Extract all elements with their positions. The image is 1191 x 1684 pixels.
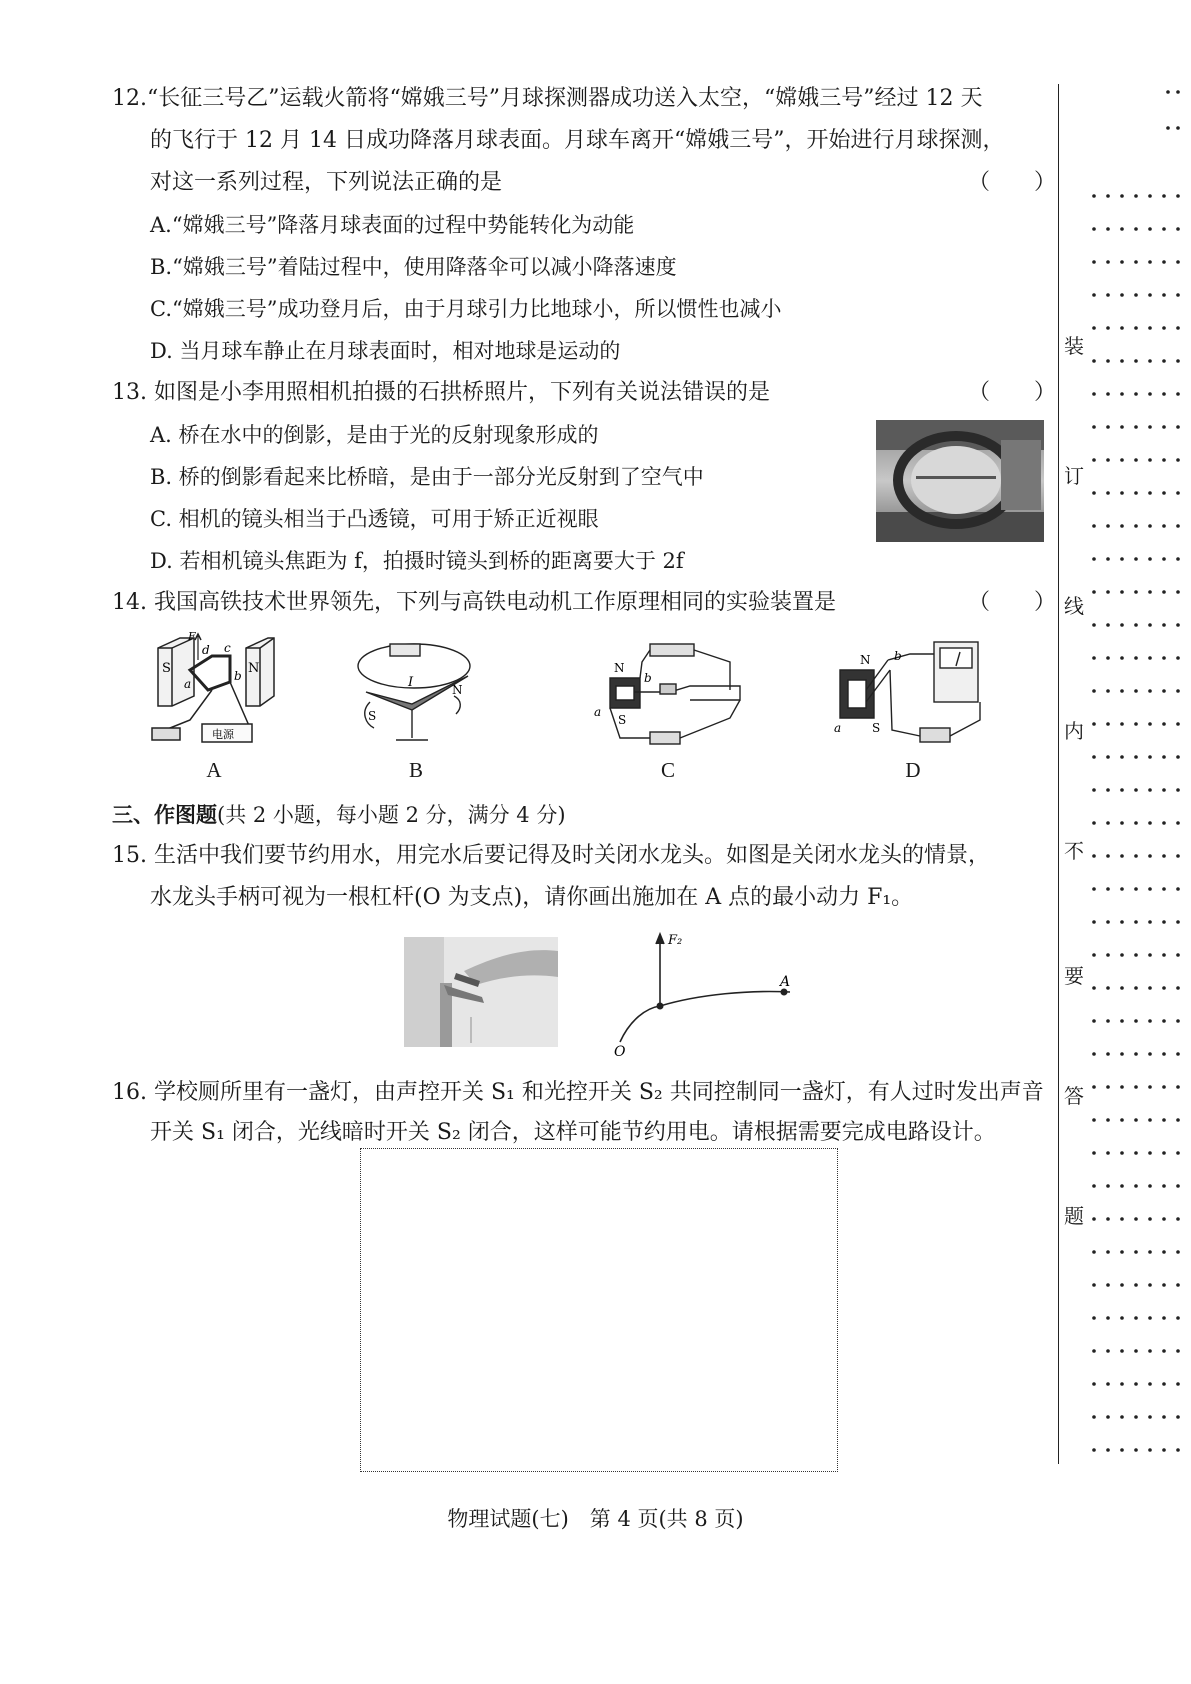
fig-d-n: N xyxy=(860,653,871,667)
figure-a-caption: A xyxy=(206,758,222,782)
q12-option-a: A.“嫦娥三号”降落月球表面的过程中势能转化为动能 xyxy=(150,213,635,237)
margin-char-1: 装 xyxy=(1064,334,1084,358)
q12-option-d: D. 当月球车静止在月球表面时，相对地球是运动的 xyxy=(150,339,621,363)
margin-char-6: 要 xyxy=(1064,964,1084,988)
fig-d-a: a xyxy=(834,721,842,735)
q12-option-c: C.“嫦娥三号”成功登月后，由于月球引力比地球小，所以惯性也减小 xyxy=(150,297,782,321)
q13-option-c: C. 相机的镜头相当于凸透镜，可用于矫正近视眼 xyxy=(150,507,599,531)
lever-f2-label: F₂ xyxy=(668,933,683,948)
fig-c-s: S xyxy=(618,713,627,727)
margin-char-4: 内 xyxy=(1064,719,1084,743)
figure-a-current-in-magnetic-field xyxy=(150,630,290,748)
figure-b-caption: B xyxy=(408,758,423,782)
fig-b-s: S xyxy=(368,709,377,723)
page-footer: 物理试题(七) 第 4 页(共 8 页) xyxy=(447,1507,744,1531)
margin-char-7: 答 xyxy=(1064,1084,1084,1108)
q15-line2: 水龙头手柄可视为一根杠杆(O 为支点)，请你画出施加在 A 点的最小动力 F₁。 xyxy=(150,885,914,910)
fig-a-b: b xyxy=(234,669,242,683)
figure-d-caption: D xyxy=(905,758,921,782)
figure-d-galvanometer-setup xyxy=(830,640,990,750)
q16-line1: 16. 学校厕所里有一盏灯，由声控开关 S₁ 和光控开关 S₂ 共同控制同一盏灯，有人过时发出声音 xyxy=(112,1080,1044,1105)
fig-a-s: S xyxy=(162,661,171,676)
stone-bridge-photo xyxy=(876,420,1044,542)
fig-b-n: N xyxy=(452,683,463,697)
fig-a-c: c xyxy=(224,641,231,655)
q12-line2: 的飞行于 12 月 14 日成功降落月球表面。月球车离开“嫦娥三号”，开始进行月球探测， xyxy=(150,128,1005,153)
margin-dot-columns xyxy=(1090,80,1190,1480)
section-3-title: 三、作图题 xyxy=(112,803,217,827)
faucet-photo xyxy=(404,937,558,1047)
q12-line1: 12.“长征三号乙”运载火箭将“嫦娥三号”月球探测器成功送入太空，“嫦娥三号”经过 12 天 xyxy=(112,86,983,111)
q14-stem: 14. 我国高铁技术世界领先，下列与高铁电动机工作原理相同的实验装置是 xyxy=(112,590,836,615)
q13-option-d: D. 若相机镜头焦距为 f，拍摄时镜头到桥的距离要大于 2f xyxy=(150,549,684,573)
margin-char-3: 线 xyxy=(1064,594,1084,618)
figure-c-caption: C xyxy=(660,758,675,782)
q16-line2: 开关 S₁ 闭合，光线暗时开关 S₂ 闭合，这样可能节约用电。请根据需要完成电路设计。 xyxy=(150,1120,996,1145)
q13-answer-paren[interactable]: （ ） xyxy=(968,380,1057,405)
binding-line xyxy=(1058,84,1059,1464)
fig-c-b: b xyxy=(644,671,652,685)
margin-char-5: 不 xyxy=(1064,839,1084,863)
section-3-heading xyxy=(112,795,566,835)
q12-answer-paren[interactable]: （ ） xyxy=(968,170,1057,195)
q15-line1: 15. 生活中我们要节约用水，用完水后要记得及时关闭水龙头。如图是关闭水龙头的情景， xyxy=(112,843,990,868)
fig-b-i: I xyxy=(408,675,414,690)
fig-a-a: a xyxy=(184,677,192,691)
section-3-note: (共 2 小题，每小题 2 分，满分 4 分) xyxy=(217,803,566,827)
q13-stem: 13. 如图是小李用照相机拍摄的石拱桥照片，下列有关说法错误的是 xyxy=(112,380,770,405)
fig-c-a: a xyxy=(594,705,602,719)
q12-option-b: B.“嫦娥三号”着陆过程中，使用降落伞可以减小降落速度 xyxy=(150,255,677,279)
q13-option-a: A. 桥在水中的倒影，是由于光的反射现象形成的 xyxy=(150,423,599,447)
margin-char-8: 题 xyxy=(1064,1204,1084,1228)
fig-a-power: 电源 xyxy=(212,728,234,741)
fig-d-s: S xyxy=(872,721,881,735)
figure-c-rail-motor-setup xyxy=(590,642,750,750)
fig-d-b: b xyxy=(894,649,902,663)
fig-a-n: N xyxy=(248,661,260,676)
margin-char-2: 订 xyxy=(1064,464,1084,488)
q13-option-b: B. 桥的倒影看起来比桥暗，是由于一部分光反射到了空气中 xyxy=(150,465,704,489)
fig-a-d: d xyxy=(202,643,210,657)
lever-diagram xyxy=(600,930,810,1058)
fig-a-f: F xyxy=(188,630,196,643)
q14-answer-paren[interactable]: （ ） xyxy=(968,590,1057,615)
figure-b-oersted-experiment xyxy=(350,630,480,748)
fig-c-n: N xyxy=(614,661,625,675)
q12-line3: 对这一系列过程，下列说法正确的是 xyxy=(150,170,503,195)
circuit-answer-box[interactable] xyxy=(360,1148,838,1472)
lever-a-label: A xyxy=(780,974,791,990)
lever-o-label: O xyxy=(614,1044,626,1058)
